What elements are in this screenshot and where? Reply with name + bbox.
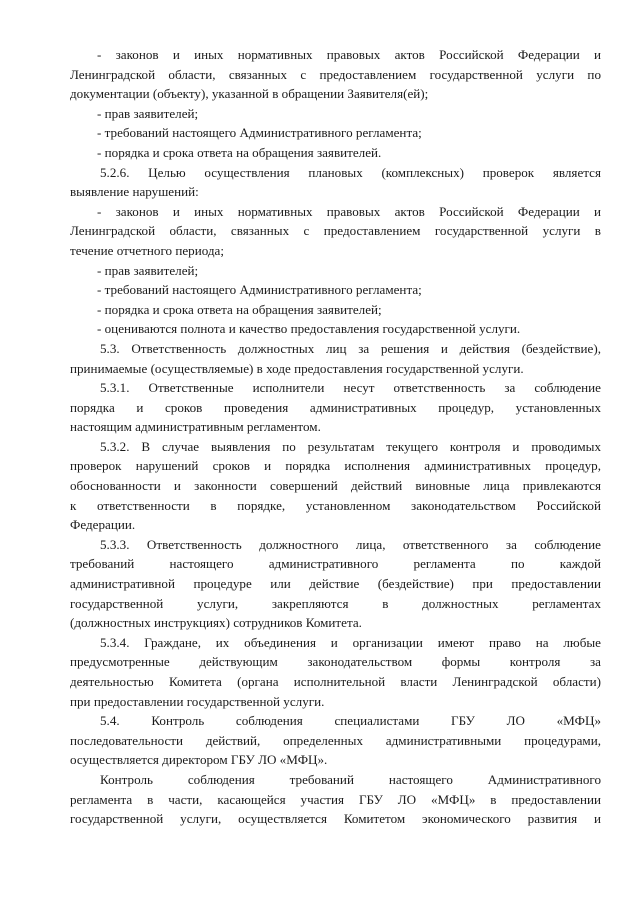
text-line: 5.3.2. В случае выявления по результатам текущего контроля и проводимых	[100, 438, 601, 454]
text-line: принимаемые (осуществляемые) в ходе предоставления государственной услуги.	[70, 360, 524, 376]
text-line: - законов и иных нормативных правовых актов Российской Федерации и	[97, 47, 601, 62]
text-line: 5.3.1. Ответственные исполнители несут ответственность за соблюдение	[100, 380, 601, 396]
text-line: 5.3.3. Ответственность должностного лица, ответственного за соблюдение	[100, 536, 601, 552]
text-line: - требований настоящего Административного регламента;	[97, 125, 422, 141]
text-line: 5.3. Ответственность должностных лиц за решения и действия (бездействие),	[100, 340, 601, 356]
text-line: 5.3.4. Граждане, их объединения и организации имеют право на любые	[100, 634, 601, 650]
text-line: Федерации.	[70, 517, 136, 533]
text-line: последовательности действий, определенных административными процедурами,	[70, 732, 601, 748]
text-line: осуществляется директором ГБУ ЛО «МФЦ».	[70, 752, 328, 768]
text-line: Ленинградской области, связанных с предоставлением государственной услуги по	[70, 66, 601, 82]
text-line: - порядка и срока ответа на обращения заявителей;	[97, 301, 382, 317]
text-line: проверок нарушений сроков и порядка исполнения административных процедур,	[70, 458, 601, 474]
text-line: - оцениваются полнота и качество предоставления государственной услуги.	[97, 321, 521, 337]
text-line: (должностных инструкциях) сотрудников Комитета.	[70, 615, 362, 631]
text-line: документации (объекту), указанной в обращении Заявителя(ей);	[70, 86, 429, 102]
text-line: к ответственности в порядке, установленном законодательством Российской	[70, 497, 601, 513]
text-line: - прав заявителей;	[97, 262, 199, 278]
text-line: 5.2.6. Целью осуществления плановых (комплексных) проверок является	[100, 164, 601, 180]
text-line: - требований настоящего Административного регламента;	[97, 282, 422, 298]
text-line: течение отчетного периода;	[70, 242, 224, 258]
text-line: обоснованности и законности совершений действий виновные лица привлекаются	[70, 478, 601, 494]
text-line: регламента в части, касающейся участия ГБУ ЛО «МФЦ» в предоставлении	[70, 791, 601, 807]
text-line: деятельностью Комитета (органа исполнительной власти Ленинградской области)	[70, 674, 601, 689]
text-line: выявление нарушений:	[70, 184, 199, 200]
text-line: административной процедуре или действие (бездействие) при предоставлении	[70, 576, 601, 592]
text-line: государственной услуги, закрепляются в должностных регламентах	[70, 595, 601, 611]
text-line: при предоставлении государственной услуги.	[70, 693, 325, 709]
text-line: 5.4. Контроль соблюдения специалистами ГБУ ЛО «МФЦ»	[100, 713, 601, 729]
text-line: Ленинградской области, связанных с предоставлением государственной услуги в	[70, 223, 601, 239]
text-line: Контроль соблюдения требований настоящего Административного	[100, 771, 601, 787]
text-line: государственной услуги, осуществляется Комитетом экономического развития и	[70, 811, 601, 827]
text-line: настоящим административным регламентом.	[70, 419, 321, 435]
text-line: - законов и иных нормативных правовых актов Российской Федерации и	[97, 203, 601, 219]
document-body	[70, 45, 601, 829]
text-line: требований настоящего административного регламента по каждой	[70, 556, 601, 572]
text-line: - порядка и срока ответа на обращения заявителей.	[97, 144, 382, 160]
text-line: - прав заявителей;	[97, 105, 199, 121]
text-line: предусмотренные действующим законодательством формы контроля за	[70, 654, 601, 670]
text-line: порядка и сроков проведения административных процедур, установленных	[70, 399, 601, 415]
